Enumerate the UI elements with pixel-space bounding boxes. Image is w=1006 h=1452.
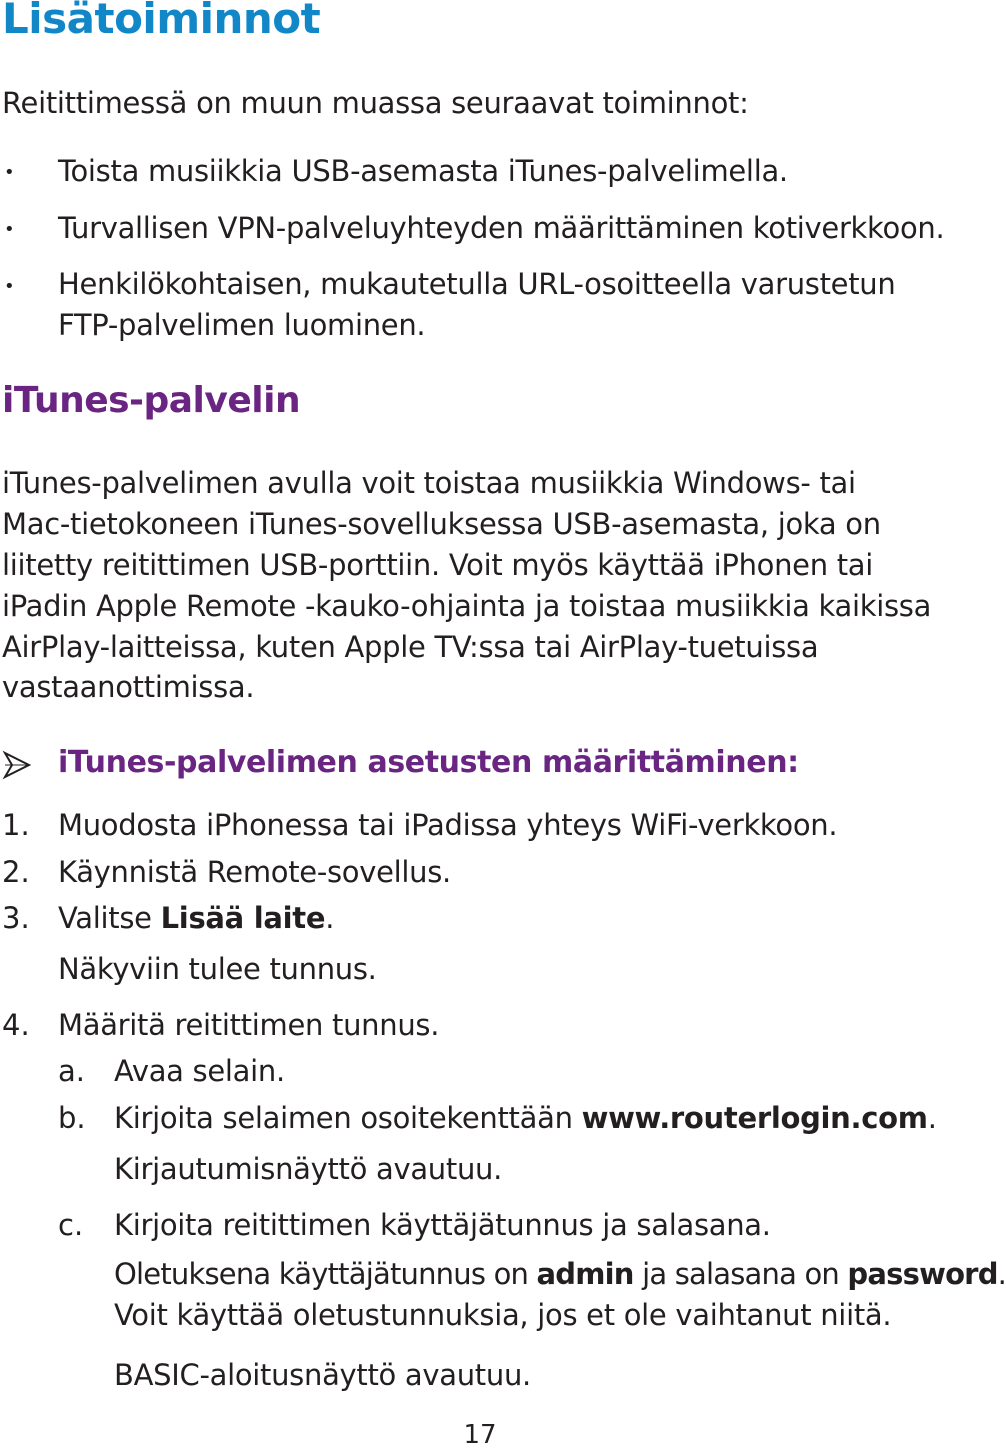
procedure-heading: iTunes-palvelimen asetusten määrittäminen:: [58, 745, 799, 780]
step-number: 4.: [2, 1008, 30, 1042]
section-title: iTunes-palvelin: [2, 380, 301, 421]
feature-item-continuation: FTP-palvelimen luominen.: [58, 308, 426, 342]
substep-letter: b.: [58, 1101, 86, 1135]
step-number: 1.: [2, 808, 30, 842]
page-number: 17: [463, 1420, 497, 1450]
ui-label-add-device: Lisää laite: [160, 901, 326, 935]
feature-item: Henkilökohtaisen, mukautetulla URL-osoitteella varustetun: [58, 267, 896, 301]
paragraph-line: iTunes-palvelimen avulla voit toistaa musiikkia Windows- tai: [2, 466, 856, 500]
substep-letter: a.: [58, 1054, 85, 1088]
substep-result: BASIC-aloitusnäyttö avautuu.: [114, 1358, 531, 1392]
default-password: password: [847, 1257, 998, 1291]
feature-item: Turvallisen VPN-palveluyhteyden määrittäminen kotiverkkoon.: [58, 211, 945, 245]
paragraph-line: Mac-tietokoneen iTunes-sovelluksessa USB-asemasta, joka on: [2, 507, 881, 541]
step-result: Näkyviin tulee tunnus.: [58, 952, 377, 986]
credentials-note: Oletuksena käyttäjätunnus on admin ja salasana on password.: [114, 1257, 1006, 1291]
arrow-bullet-icon: [2, 750, 32, 780]
step-text: Muodosta iPhonessa tai iPadissa yhteys WiFi-verkkoon.: [58, 808, 838, 842]
paragraph-line: liitetty reitittimen USB-porttiin. Voit myös käyttää iPhonen tai: [2, 548, 874, 582]
credentials-note-line2: Voit käyttää oletustunnuksia, jos et ole vaihtanut niitä.: [114, 1298, 892, 1332]
bullet-marker: •: [4, 276, 15, 297]
paragraph-line: iPadin Apple Remote -kauko-ohjainta ja toistaa musiikkia kaikissa: [2, 589, 932, 623]
step-text: Käynnistä Remote-sovellus.: [58, 855, 451, 889]
page-title: Lisätoiminnot: [2, 0, 321, 43]
default-username: admin: [536, 1257, 634, 1291]
substep-letter: c.: [58, 1208, 84, 1242]
step-number: 2.: [2, 855, 30, 889]
step-number: 3.: [2, 901, 30, 935]
substep-text: Kirjoita selaimen osoitekenttään www.routerlogin.com.: [114, 1101, 937, 1135]
paragraph-line: vastaanottimissa.: [2, 670, 255, 704]
step-text: Määritä reitittimen tunnus.: [58, 1008, 440, 1042]
bullet-marker: •: [4, 219, 15, 240]
feature-item: Toista musiikkia USB-asemasta iTunes-palvelimella.: [58, 154, 788, 188]
substep-text: Kirjoita reitittimen käyttäjätunnus ja salasana.: [114, 1208, 771, 1242]
step-text: Valitse Lisää laite.: [58, 901, 335, 935]
substep-text: Avaa selain.: [114, 1054, 285, 1088]
router-url: www.routerlogin.com: [581, 1101, 928, 1135]
bullet-marker: •: [4, 162, 15, 183]
paragraph-line: AirPlay-laitteissa, kuten Apple TV:ssa tai AirPlay-tuetuissa: [2, 630, 819, 664]
intro-text: Reitittimessä on muun muassa seuraavat toiminnot:: [2, 86, 749, 120]
substep-result: Kirjautumisnäyttö avautuu.: [114, 1152, 503, 1186]
